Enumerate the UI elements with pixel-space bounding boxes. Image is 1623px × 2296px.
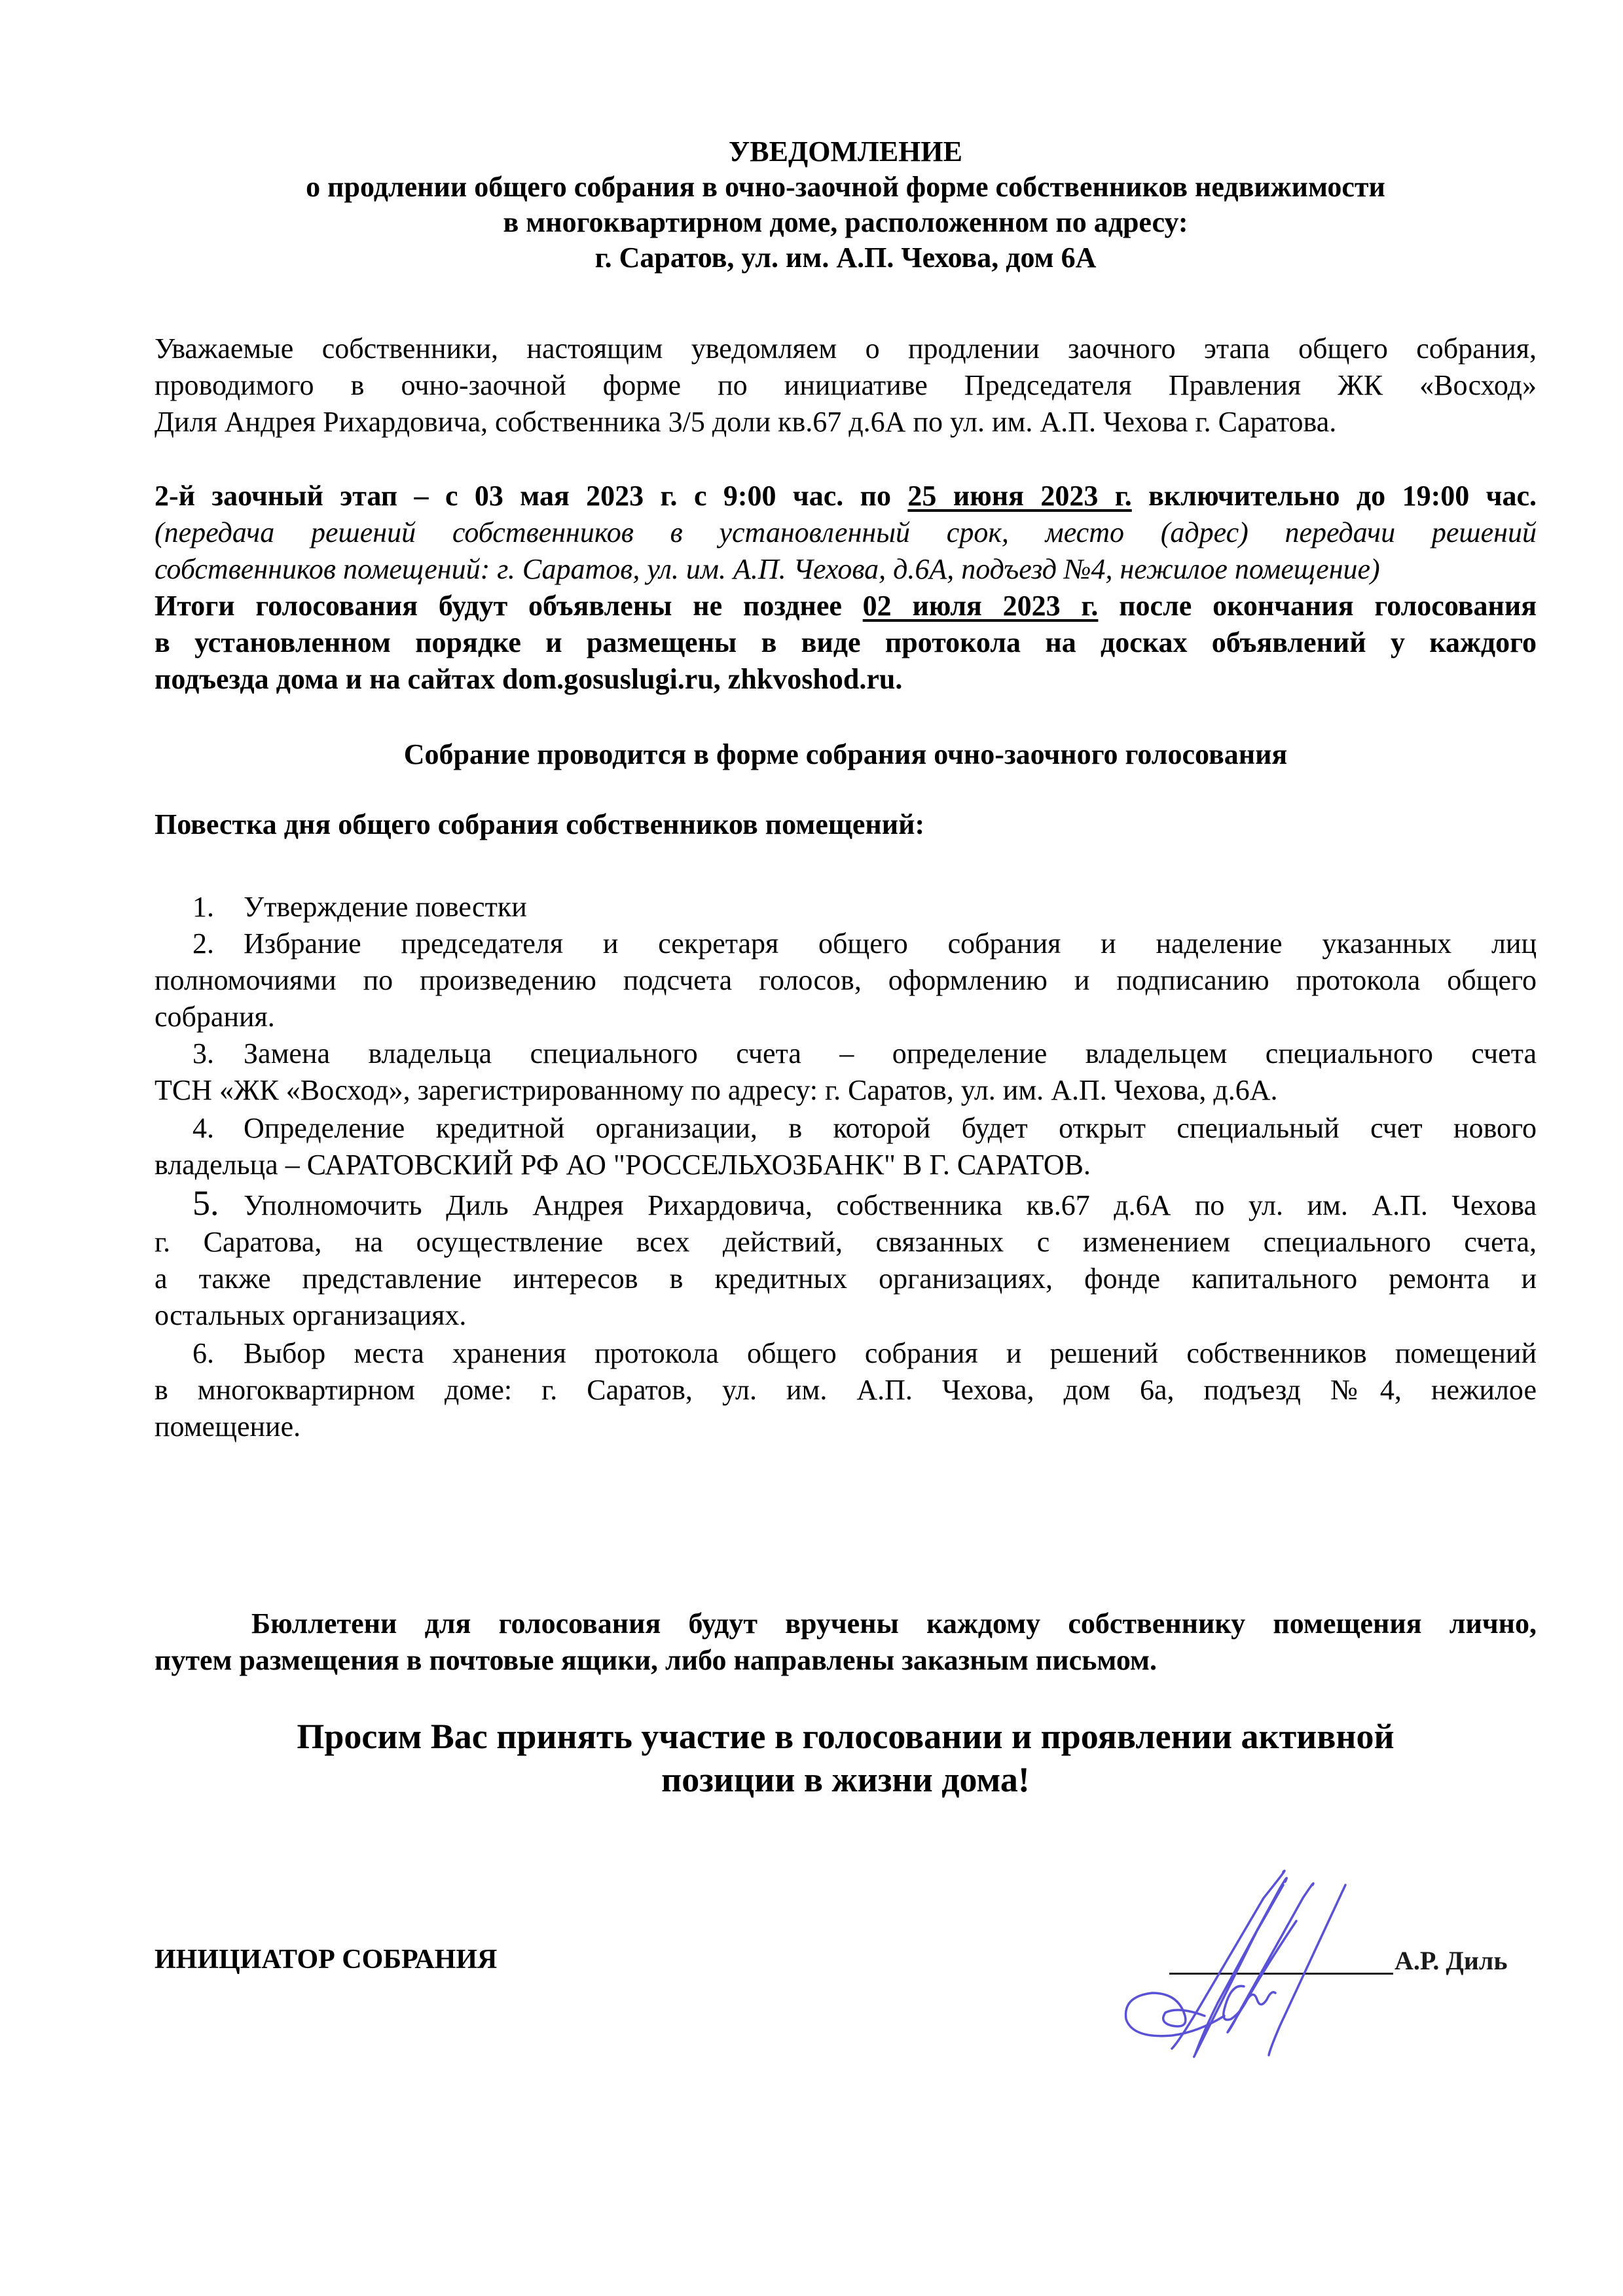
agenda-item-5 [155,1185,1537,1334]
agenda-heading: Повестка дня общего собрания собственников помещений: [155,808,925,840]
stage-dates-line [155,478,1537,514]
results-line1 [155,588,1537,624]
submission-note-line2: собственников помещений: г. Саратов, ул. им. А.П. Чехова, д.6А, подъезд №4, нежилое помещение) [155,553,1380,585]
document-subtitle-line2: в многоквартирном доме, расположенном по адресу: [503,206,1188,238]
agenda-line: полномочиями по произведению подсчета голосов, оформлению и подписанию протокола общего [155,964,1537,996]
agenda-item-2 [155,925,1537,1035]
agenda-line: собрания. [155,1001,275,1033]
submission-note-line1: (передача решений собственников в установленный срок, место (адрес) передачи решений [155,516,1537,548]
agenda-line: г. Саратова, на осуществление всех действий, связанных с изменением специального счета, [155,1226,1537,1258]
agenda-line: остальных организациях. [155,1299,467,1331]
results-date: 02 июля 2023 г. [862,590,1099,622]
agenda-item-6 [155,1335,1537,1445]
signatory-name: А.Р. Диль [1395,1946,1508,1975]
agenda-number: 6. [192,1337,214,1369]
agenda-item-1 [155,889,1537,925]
results-suffix: после окончания голосования [1098,590,1537,622]
agenda-item-4 [155,1110,1537,1183]
ballots-line2: путем размещения в почтовые ящики, либо направлены заказным письмом. [155,1644,1157,1676]
agenda-line: помещение. [155,1410,301,1443]
ballots-line1: Бюллетени для голосования будут вручены каждому собственнику помещения лично, [251,1607,1537,1640]
appeal-line1: Просим Вас принять участие в голосовании и проявлении активной [297,1717,1395,1756]
agenda-number: 1. [192,891,214,923]
agenda-line: а также представление интересов в кредитных организациях, фонде капитального ремонта и [155,1263,1537,1295]
appeal-block [155,1715,1537,1801]
agenda-line: 1. Утверждение повестки [155,889,1537,925]
appeal-line2: позиции в жизни дома! [661,1760,1030,1799]
stage-end-date: 25 июня 2023 г. [907,480,1132,512]
agenda-item-3 [155,1035,1537,1109]
stage-prefix: 2-й заочный этап – с 03 мая 2023 г. с 9:00 час. по [155,480,908,512]
agenda-line: 3. Замена владельца специального счета – определение владельцем специального счета [155,1035,1537,1072]
initiator-label: ИНИЦИАТОР СОБРАНИЯ [155,1945,498,1975]
agenda-number: 3. [192,1037,214,1069]
handwritten-signature-icon [1106,1859,1381,2068]
document-header [155,134,1537,276]
agenda-line: 2. Избрание председателя и секретаря общего собрания и наделение указанных лиц [155,925,1537,962]
intro-paragraph [155,331,1537,440]
results-prefix: Итоги голосования будут объявлены не позднее [155,590,863,622]
document-address: г. Саратов, ул. им. А.П. Чехова, дом 6А [594,242,1097,274]
stage-suffix: включительно до 19:00 час. [1131,480,1537,512]
agenda-line: 5. Уполномочить Диль Андрея Рихардовича, собственника кв.67 д.6А по ул. им. А.П. Чехова [192,1183,1537,1223]
agenda-line: 6. Выбор места хранения протокола общего собрания и решений собственников помещений [155,1335,1537,1372]
ballots-paragraph [155,1605,1537,1679]
agenda-line: владельца – САРАТОВСКИЙ РФ АО "РОССЕЛЬХОЗБАНК" В Г. САРАТОВ. [155,1149,1091,1181]
results-line3: подъезда дома и на сайтах dom.gosuslugi.ru, zhkvoshod.ru. [155,663,903,695]
agenda-number: 4. [192,1112,214,1144]
form-statement: Собрание проводится в форме собрания очно-заочного голосования [403,738,1288,770]
agenda-number: 5. [192,1183,219,1223]
document-subtitle-line1: о продлении общего собрания в очно-заочной форме собственников недвижимости [306,171,1385,203]
intro-line: проводимого в очно-заочной форме по инициативе Председателя Правления ЖК «Восход» [155,369,1537,401]
document-title: УВЕДОМЛЕНИЕ [729,135,962,168]
results-line2: в установленном порядке и размещены в виде протокола на досках объявлений у каждого [155,626,1537,658]
agenda-line: в многоквартирном доме: г. Саратов, ул. им. А.П. Чехова, дом 6а, подъезд №4, нежилое [155,1374,1537,1406]
agenda-line: 4. Определение кредитной организации, в которой будет открыт специальный счет нового [155,1110,1537,1147]
intro-line: Уважаемые собственники, настоящим уведомляем о продлении заочного этапа общего собрания, [155,332,1537,365]
agenda-line: ТСН «ЖК «Восход», зарегистрированному по адресу: г. Саратов, ул. им. А.П. Чехова, д.6А. [155,1074,1278,1106]
schedule-paragraph [155,478,1537,698]
intro-line: Диля Андрея Рихардовича, собственника 3/5 доли кв.67 д.6А по ул. им. А.П. Чехова г. Саратова. [155,406,1337,438]
agenda-number: 2. [192,927,214,960]
